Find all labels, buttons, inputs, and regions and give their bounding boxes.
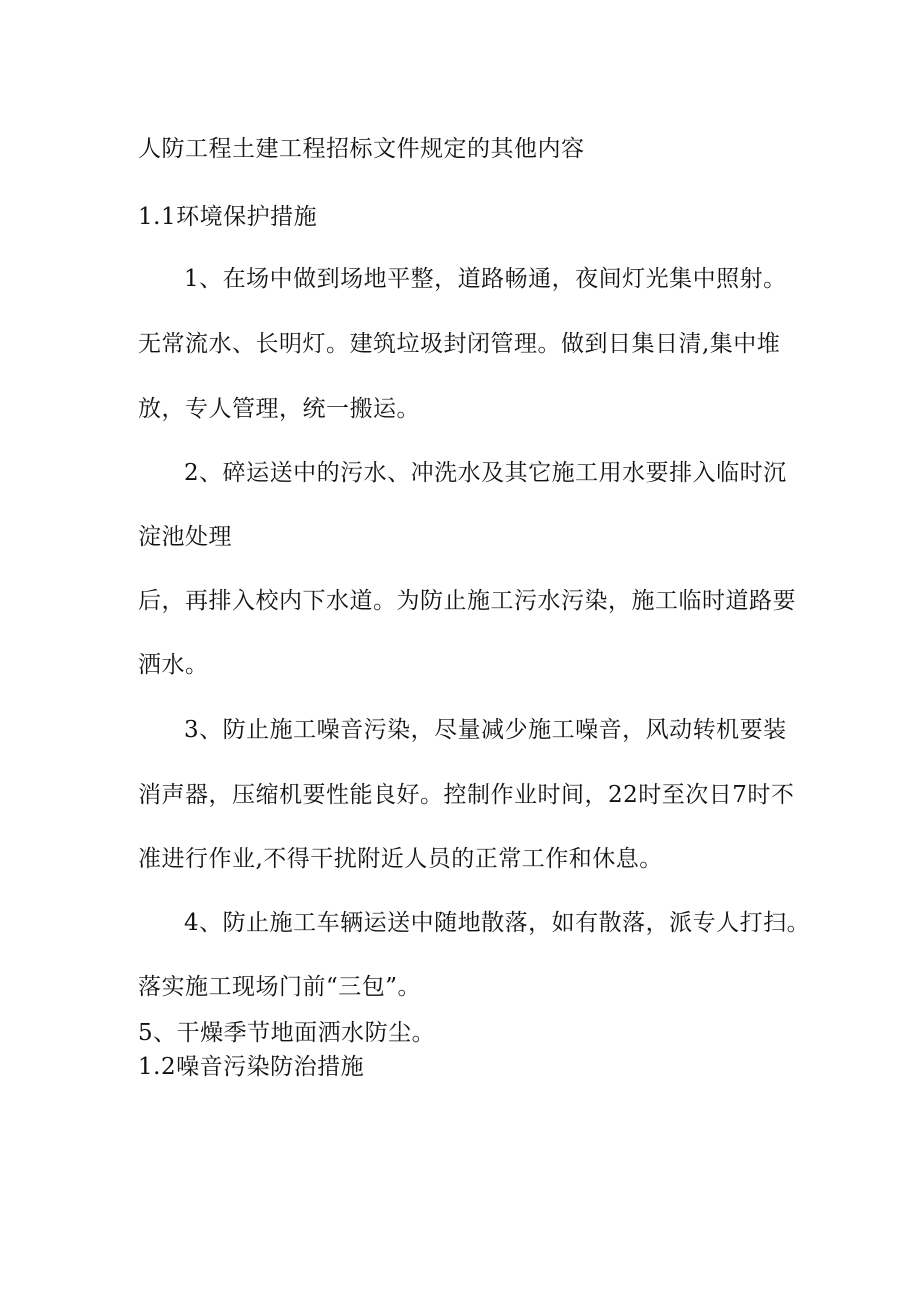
- document-title: 人防工程土建工程招标文件规定的其他内容: [138, 136, 585, 162]
- paragraph-line: 淀池处理: [138, 524, 232, 550]
- paragraph-line: 无常流水、长明灯。建筑垃圾封闭管理。做到日集日清,集中堆: [138, 331, 781, 357]
- paragraph-line: 4、防止施工车辆运送中随地散落，如有散落，派专人打扫。: [184, 910, 811, 936]
- paragraph-line: 2、碎运送中的污水、冲洗水及其它施工用水要排入临时沉: [184, 460, 787, 486]
- paragraph-line: 放，专人管理，统一搬运。: [138, 396, 420, 422]
- paragraph-line: 3、防止施工噪音污染，尽量减少施工噪音，风动转机要装: [184, 717, 787, 743]
- paragraph-line: 后，再排入校内下水道。为防止施工污水污染，施工临时道路要: [138, 588, 796, 614]
- section-heading-1-2: 1.2噪音污染防治措施: [138, 1054, 365, 1080]
- paragraph-line: 5、干燥季节地面洒水防尘。: [138, 1020, 436, 1046]
- paragraph-line: 1、在场中做到场地平整，道路畅通，夜间灯光集中照射。: [184, 266, 787, 292]
- section-heading-1-1: 1.1环境保护措施: [138, 204, 318, 230]
- paragraph-line: 消声器，压缩机要性能良好。控制作业时间，22时至次日7时不: [138, 782, 795, 808]
- paragraph-line: 落实施工现场门前“三包”。: [138, 974, 422, 1000]
- paragraph-line: 准进行作业,不得干扰附近人员的正常工作和休息。: [138, 846, 663, 872]
- paragraph-line: 洒水。: [138, 652, 209, 678]
